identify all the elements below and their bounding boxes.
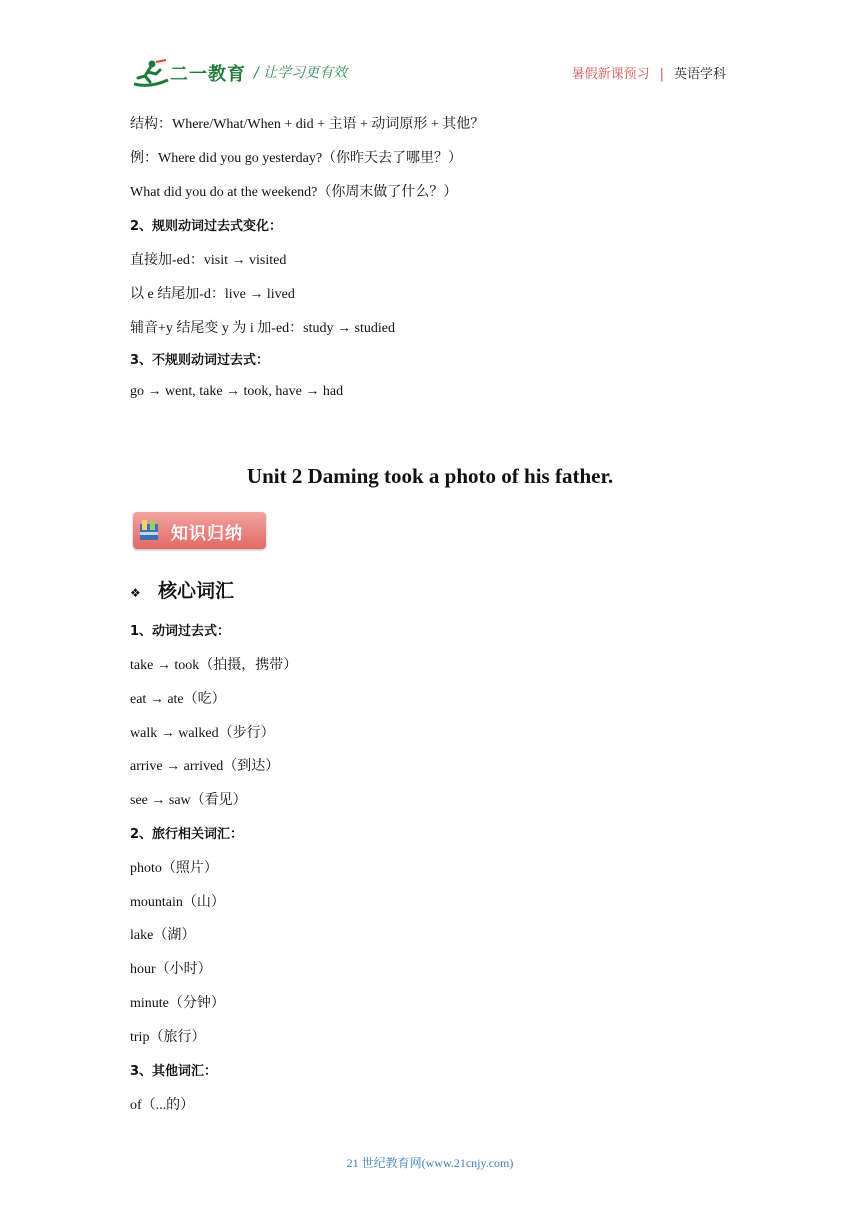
text-line: eat → ate（吃） [130,692,226,707]
unit-title: Unit 2 Daming took a photo of his father. [246,464,614,488]
text-line: lake（湖） [130,928,196,943]
text-line: 辅音+y 结尾变 y 为 i 加-ed：study → studied [130,321,395,336]
text-line: see → saw（看见） [130,793,247,808]
subheading-line: 2、旅行相关词汇： [130,827,244,842]
logo-text: 二一教育 [170,64,246,85]
subheading-line: 1、动词过去式： [130,624,231,639]
text-line: mountain（山） [130,895,225,910]
header-separator: | [659,67,664,82]
text-line: arrive → arrived（到达） [130,759,280,774]
text-line: photo（照片） [130,861,218,876]
diamond-bullet-icon: ❖ [130,586,141,600]
text-line: minute（分钟） [130,996,225,1011]
page-header [130,56,726,92]
header-right [572,63,726,82]
header-slogan: / 让学习更有效 [254,65,348,81]
text-line: trip（旅行） [130,1030,206,1045]
text-line: take → took（拍摄，携带） [130,658,298,673]
text-line: 以 e 结尾加-d：live → lived [130,287,295,302]
page-footer: 21 世纪教育网(www.21cnjy.com) [346,1156,514,1170]
book-icon [139,518,159,542]
text-line: 例：Where did you go yesterday?（你昨天去了哪里？） [130,151,463,166]
text-line: go → went, take → took, have → had [130,384,344,399]
subheading-line: 2、规则动词过去式变化： [130,219,283,234]
header-preview-label: 暑假新课预习 [571,67,650,82]
text-line: What did you do at the weekend?（你周末做了什么？） [130,185,458,200]
text-line: of（...的） [130,1098,195,1113]
subheading-line: 3、不规则动词过去式： [130,353,270,368]
badge-label: 知识归纳 [171,524,243,544]
knowledge-summary-badge [133,512,266,549]
text-line: 结构：Where/What/When + did + 主语 + 动词原形 + 其他？ [130,117,485,132]
section-title: 核心词汇 [158,580,235,602]
text-line: 直接加-ed：visit → visited [130,253,287,268]
section-heading [130,576,234,603]
subheading-line: 3、其他词汇： [130,1064,218,1079]
text-line: walk → walked（步行） [130,726,275,741]
header-subject-label: 英语学科 [673,67,726,82]
text-line: hour（小时） [130,962,212,977]
